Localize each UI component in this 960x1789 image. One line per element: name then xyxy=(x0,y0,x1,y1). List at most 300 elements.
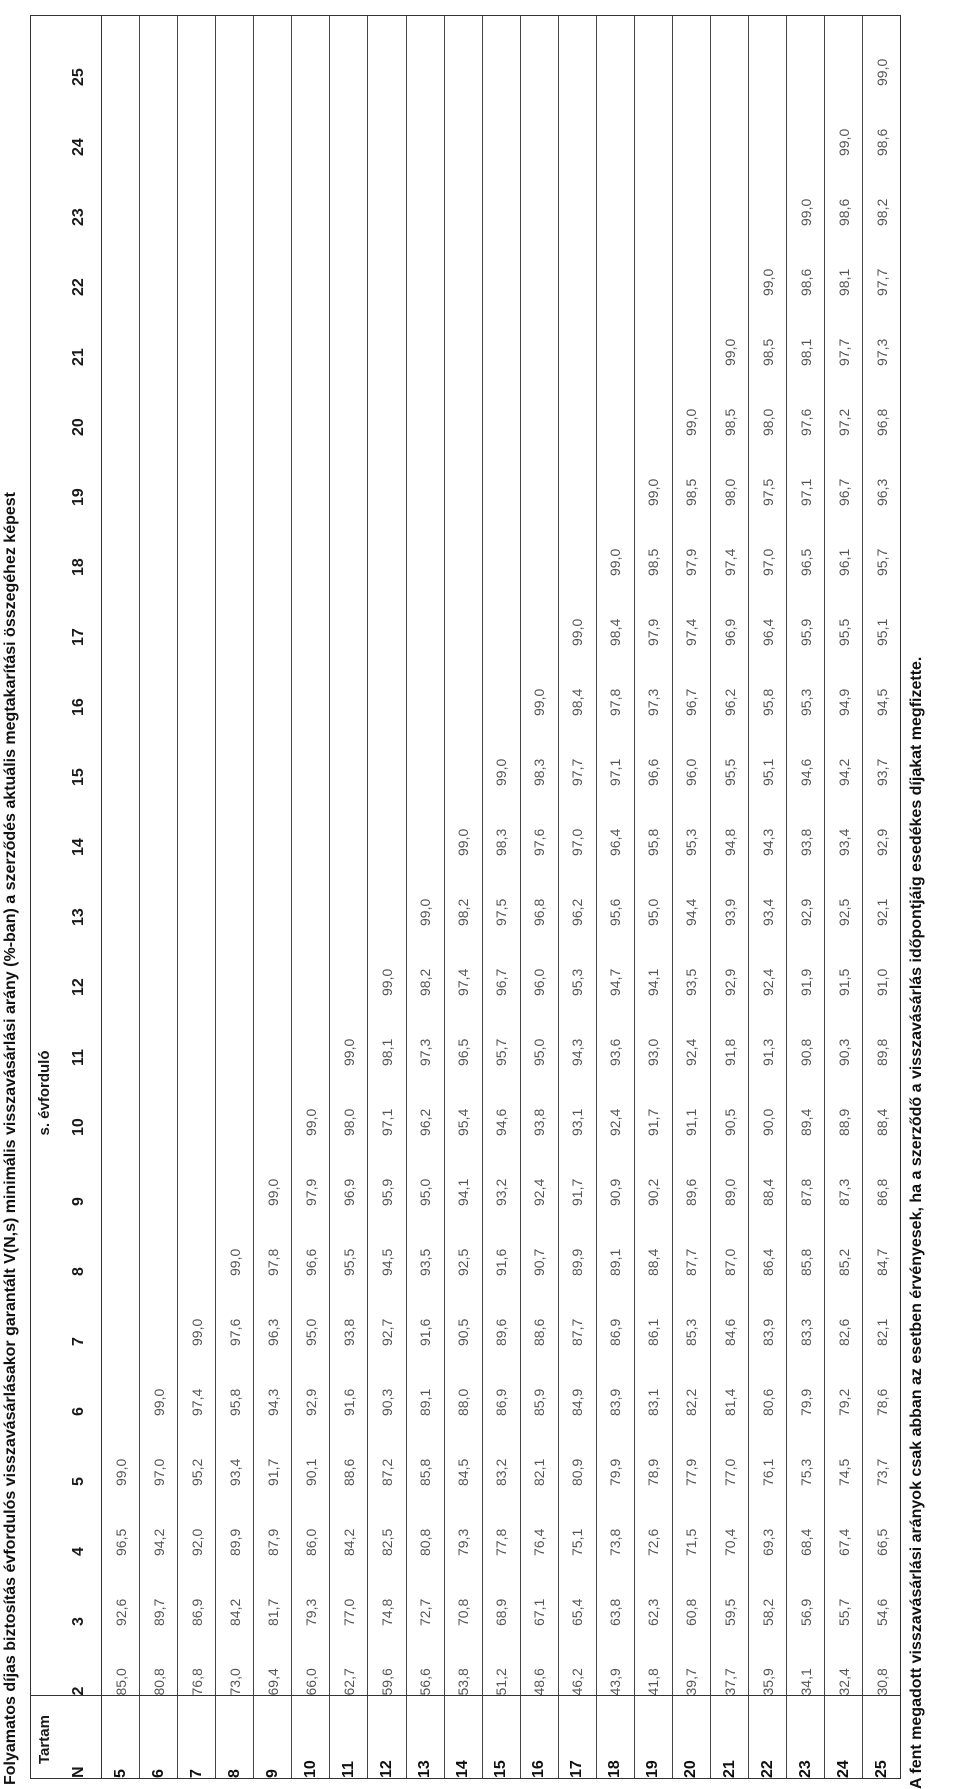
column-header: 19 xyxy=(57,436,102,506)
ratio-cell: 79,3 xyxy=(292,1556,330,1626)
ratio-cell xyxy=(558,226,596,296)
column-header: 5 xyxy=(57,1416,102,1486)
ratio-cell: 63,8 xyxy=(596,1556,634,1626)
ratio-cell: 58,2 xyxy=(749,1556,787,1626)
ratio-cell xyxy=(330,86,368,156)
ratio-cell xyxy=(482,156,520,226)
ratio-cell: 96,4 xyxy=(749,576,787,646)
ratio-cell: 73,8 xyxy=(596,1486,634,1556)
ratio-cell: 94,1 xyxy=(444,1136,482,1206)
ratio-cell: 75,1 xyxy=(558,1486,596,1556)
ratio-cell: 92,9 xyxy=(292,1346,330,1416)
ratio-cell: 99,0 xyxy=(140,1346,178,1416)
ratio-cell xyxy=(140,786,178,856)
row-tartam-cell: 15 xyxy=(482,1696,520,1778)
ratio-cell xyxy=(406,16,444,86)
row-tartam-cell: 13 xyxy=(406,1696,444,1778)
ratio-cell xyxy=(178,156,216,226)
ratio-cell: 90,0 xyxy=(749,1066,787,1136)
ratio-cell xyxy=(444,296,482,366)
ratio-cell: 99,0 xyxy=(863,16,900,86)
ratio-cell xyxy=(330,16,368,86)
ratio-cell: 77,0 xyxy=(711,1416,749,1486)
row-tartam-cell: 6 xyxy=(140,1696,178,1778)
ratio-cell: 79,9 xyxy=(787,1346,825,1416)
ratio-cell xyxy=(482,296,520,366)
ratio-cell: 93,7 xyxy=(863,716,900,786)
column-header: 6 xyxy=(57,1346,102,1416)
ratio-cell: 98,3 xyxy=(520,716,558,786)
column-header: 2 xyxy=(57,1626,102,1696)
ratio-cell xyxy=(102,226,140,296)
ratio-cell: 75,3 xyxy=(787,1416,825,1486)
ratio-cell xyxy=(368,506,406,576)
ratio-cell: 92,5 xyxy=(825,856,863,926)
ratio-cell: 81,7 xyxy=(254,1556,292,1626)
ratio-cell: 98,6 xyxy=(825,156,863,226)
ratio-cell: 82,1 xyxy=(863,1276,900,1346)
ratio-cell xyxy=(406,786,444,856)
table-container xyxy=(30,15,901,1779)
ratio-cell xyxy=(558,366,596,436)
ratio-cell: 80,8 xyxy=(406,1486,444,1556)
row-tartam-cell: 7 xyxy=(178,1696,216,1778)
ratio-cell xyxy=(216,366,254,436)
ratio-cell: 84,6 xyxy=(711,1276,749,1346)
ratio-cell xyxy=(102,576,140,646)
ratio-cell: 99,0 xyxy=(520,646,558,716)
ratio-cell: 92,0 xyxy=(178,1486,216,1556)
ratio-cell xyxy=(292,16,330,86)
ratio-cell: 51,2 xyxy=(482,1626,520,1696)
ratio-cell: 88,4 xyxy=(863,1066,900,1136)
ratio-cell xyxy=(140,646,178,716)
ratio-cell: 97,2 xyxy=(825,366,863,436)
ratio-cell: 85,3 xyxy=(672,1276,710,1346)
ratio-cell: 96,8 xyxy=(863,366,900,436)
ratio-cell xyxy=(672,86,710,156)
ratio-cell: 98,6 xyxy=(863,86,900,156)
ratio-cell xyxy=(444,16,482,86)
ratio-cell xyxy=(368,786,406,856)
ratio-cell xyxy=(330,296,368,366)
ratio-cell: 96,5 xyxy=(112,1528,129,1556)
ratio-cell: 74,5 xyxy=(825,1416,863,1486)
ratio-cell: 93,5 xyxy=(406,1206,444,1276)
ratio-cell xyxy=(178,926,216,996)
ratio-cell xyxy=(444,366,482,436)
ratio-cell: 46,2 xyxy=(558,1626,596,1696)
ratio-cell xyxy=(482,226,520,296)
ratio-cell: 91,6 xyxy=(330,1346,368,1416)
ratio-cell xyxy=(520,576,558,646)
ratio-cell: 70,4 xyxy=(711,1486,749,1556)
ratio-cell xyxy=(178,716,216,786)
ratio-cell: 91,7 xyxy=(558,1136,596,1206)
ratio-cell xyxy=(406,296,444,366)
ratio-cell xyxy=(482,506,520,576)
ratio-cell: 93,4 xyxy=(749,856,787,926)
ratio-cell: 88,6 xyxy=(520,1276,558,1346)
ratio-cell: 73,7 xyxy=(863,1416,900,1486)
ratio-cell: 96,9 xyxy=(330,1136,368,1206)
ratio-cell: 85,9 xyxy=(520,1346,558,1416)
ratio-cell xyxy=(140,926,178,996)
table-row xyxy=(558,16,596,1778)
ratio-cell: 92,6 xyxy=(112,1598,129,1626)
ratio-cell: 78,9 xyxy=(634,1416,672,1486)
ratio-cell xyxy=(178,506,216,576)
ratio-cell xyxy=(368,856,406,926)
ratio-cell: 97,9 xyxy=(292,1136,330,1206)
ratio-cell: 83,9 xyxy=(749,1276,787,1346)
ratio-cell: 91,9 xyxy=(787,926,825,996)
table-row xyxy=(216,16,254,1778)
ratio-cell xyxy=(711,156,749,226)
ratio-cell xyxy=(140,506,178,576)
ratio-cell xyxy=(216,646,254,716)
ratio-cell xyxy=(254,646,292,716)
ratio-cell: 87,7 xyxy=(558,1276,596,1346)
ratio-cell: 97,4 xyxy=(178,1346,216,1416)
ratio-cell: 60,8 xyxy=(672,1556,710,1626)
row-tartam-cell: 5 xyxy=(102,1696,140,1778)
ratio-cell: 90,5 xyxy=(711,1066,749,1136)
ratio-cell xyxy=(444,86,482,156)
ratio-cell: 96,2 xyxy=(558,856,596,926)
ratio-cell: 90,9 xyxy=(596,1136,634,1206)
ratio-cell xyxy=(711,16,749,86)
ratio-cell xyxy=(520,366,558,436)
ratio-cell: 96,4 xyxy=(596,786,634,856)
ratio-cell: 91,0 xyxy=(863,926,900,996)
column-header: 7 xyxy=(57,1276,102,1346)
ratio-cell: 56,9 xyxy=(787,1556,825,1626)
ratio-cell: 87,7 xyxy=(672,1206,710,1276)
ratio-cell: 99,0 xyxy=(216,1206,254,1276)
ratio-cell: 96,7 xyxy=(825,436,863,506)
ratio-cell xyxy=(558,506,596,576)
ratio-cell xyxy=(825,16,863,86)
ratio-cell: 87,0 xyxy=(711,1206,749,1276)
ratio-cell: 83,2 xyxy=(482,1416,520,1486)
ratio-cell: 67,4 xyxy=(825,1486,863,1556)
ratio-cell xyxy=(178,436,216,506)
column-header: 8 xyxy=(57,1206,102,1276)
ratio-cell xyxy=(178,1136,216,1206)
ratio-cell xyxy=(406,506,444,576)
table-row xyxy=(520,16,558,1778)
ratio-cell: 99,0 xyxy=(112,1458,129,1486)
column-header: 16 xyxy=(57,646,102,716)
ratio-cell: 90,1 xyxy=(292,1416,330,1486)
table-row xyxy=(102,16,140,1778)
ratio-cell xyxy=(634,16,672,86)
ratio-cell xyxy=(787,86,825,156)
ratio-cell: 98,1 xyxy=(368,996,406,1066)
ratio-cell xyxy=(368,226,406,296)
ratio-cell: 95,1 xyxy=(749,716,787,786)
ratio-cell: 80,9 xyxy=(558,1416,596,1486)
ratio-cell: 93,5 xyxy=(672,926,710,996)
ratio-cell xyxy=(216,996,254,1066)
column-header: 17 xyxy=(57,576,102,646)
row-tartam-cell: 19 xyxy=(634,1696,672,1778)
ratio-cell: 87,3 xyxy=(825,1136,863,1206)
ratio-cell: 92,1 xyxy=(863,856,900,926)
ratio-cell: 97,6 xyxy=(216,1276,254,1346)
ratio-cell xyxy=(596,86,634,156)
ratio-cell xyxy=(634,156,672,226)
ratio-cell xyxy=(482,366,520,436)
ratio-cell: 96,0 xyxy=(672,716,710,786)
ratio-cell: 97,3 xyxy=(634,646,672,716)
table-body xyxy=(102,16,901,1778)
ratio-cell: 93,4 xyxy=(216,1416,254,1486)
ratio-cell xyxy=(216,506,254,576)
ratio-cell: 65,4 xyxy=(558,1556,596,1626)
column-header: 14 xyxy=(57,786,102,856)
ratio-cell xyxy=(254,856,292,926)
ratio-cell: 97,7 xyxy=(825,296,863,366)
ratio-cell xyxy=(254,786,292,856)
ratio-cell xyxy=(178,86,216,156)
ratio-cell xyxy=(406,576,444,646)
ratio-cell: 59,5 xyxy=(711,1556,749,1626)
ratio-cell: 89,1 xyxy=(596,1206,634,1276)
ratio-cell: 96,1 xyxy=(825,506,863,576)
ratio-cell xyxy=(178,16,216,86)
ratio-cell xyxy=(102,296,140,366)
row-tartam-cell: 17 xyxy=(558,1696,596,1778)
header-tartam: Tartam xyxy=(31,1696,57,1778)
ratio-cell: 95,5 xyxy=(330,1206,368,1276)
ratio-cell xyxy=(140,436,178,506)
ratio-cell: 91,5 xyxy=(825,926,863,996)
ratio-cell: 86,0 xyxy=(292,1486,330,1556)
ratio-cell xyxy=(482,576,520,646)
ratio-cell xyxy=(596,436,634,506)
ratio-cell xyxy=(444,506,482,576)
ratio-cell: 80,8 xyxy=(140,1626,178,1696)
ratio-cell: 95,5 xyxy=(711,716,749,786)
ratio-cell xyxy=(292,786,330,856)
ratio-cell xyxy=(102,1206,140,1276)
ratio-cell xyxy=(102,1066,140,1136)
ratio-cell xyxy=(216,156,254,226)
ratio-cell xyxy=(178,226,216,296)
ratio-cell: 84,7 xyxy=(863,1206,900,1276)
ratio-cell: 98,2 xyxy=(863,156,900,226)
ratio-cell: 98,4 xyxy=(558,646,596,716)
ratio-cell: 87,8 xyxy=(787,1136,825,1206)
ratio-cell: 97,5 xyxy=(482,856,520,926)
table-row xyxy=(330,16,368,1778)
ratio-cell xyxy=(330,366,368,436)
ratio-cell: 86,9 xyxy=(482,1346,520,1416)
ratio-cell: 93,2 xyxy=(482,1136,520,1206)
ratio-cell xyxy=(368,576,406,646)
ratio-cell xyxy=(292,506,330,576)
ratio-cell: 98,2 xyxy=(406,926,444,996)
ratio-cell xyxy=(178,646,216,716)
ratio-cell xyxy=(520,86,558,156)
ratio-cell: 68,4 xyxy=(787,1486,825,1556)
ratio-cell: 92,4 xyxy=(520,1136,558,1206)
ratio-cell xyxy=(292,296,330,366)
ratio-cell: 95,3 xyxy=(672,786,710,856)
ratio-cell: 95,4 xyxy=(444,1066,482,1136)
ratio-cell: 37,7 xyxy=(711,1626,749,1696)
ratio-cell: 93,6 xyxy=(596,996,634,1066)
table-row xyxy=(406,16,444,1778)
row-tartam-cell: 16 xyxy=(520,1696,558,1778)
table-row xyxy=(825,16,863,1778)
ratio-cell: 94,3 xyxy=(558,996,596,1066)
ratio-cell: 91,1 xyxy=(672,1066,710,1136)
ratio-cell xyxy=(178,296,216,366)
ratio-cell xyxy=(596,16,634,86)
ratio-cell: 97,9 xyxy=(634,576,672,646)
ratio-cell: 59,6 xyxy=(368,1626,406,1696)
ratio-cell xyxy=(330,856,368,926)
ratio-cell: 94,3 xyxy=(254,1346,292,1416)
column-header: 9 xyxy=(57,1136,102,1206)
ratio-cell: 95,5 xyxy=(825,576,863,646)
ratio-cell: 82,6 xyxy=(825,1276,863,1346)
ratio-cell: 99,0 xyxy=(406,856,444,926)
ratio-cell: 92,9 xyxy=(711,926,749,996)
ratio-cell: 95,8 xyxy=(634,786,672,856)
ratio-cell: 85,8 xyxy=(787,1206,825,1276)
ratio-cell: 93,4 xyxy=(825,786,863,856)
ratio-cell xyxy=(406,86,444,156)
ratio-cell: 97,0 xyxy=(749,506,787,576)
ratio-cell: 93,8 xyxy=(520,1066,558,1136)
ratio-cell xyxy=(482,436,520,506)
ratio-cell: 86,9 xyxy=(178,1556,216,1626)
ratio-cell xyxy=(292,86,330,156)
ratio-cell: 90,3 xyxy=(825,996,863,1066)
ratio-cell: 91,8 xyxy=(711,996,749,1066)
ratio-cell xyxy=(368,156,406,226)
ratio-cell xyxy=(520,16,558,86)
ratio-cell: 97,6 xyxy=(787,366,825,436)
ratio-cell xyxy=(216,1066,254,1136)
ratio-cell: 93,9 xyxy=(711,856,749,926)
table-row xyxy=(634,16,672,1778)
ratio-cell xyxy=(330,926,368,996)
table-row xyxy=(787,16,825,1778)
ratio-cell: 66,0 xyxy=(292,1626,330,1696)
ratio-cell xyxy=(520,156,558,226)
ratio-cell xyxy=(216,856,254,926)
column-header: 22 xyxy=(57,226,102,296)
ratio-cell xyxy=(292,576,330,646)
ratio-cell: 71,5 xyxy=(672,1486,710,1556)
ratio-cell: 91,6 xyxy=(482,1206,520,1276)
table-row xyxy=(368,16,406,1778)
ratio-cell: 89,6 xyxy=(482,1276,520,1346)
row-tartam-cell: 22 xyxy=(749,1696,787,1778)
ratio-cell xyxy=(216,436,254,506)
ratio-cell: 94,3 xyxy=(749,786,787,856)
ratio-cell: 85,0 xyxy=(112,1668,129,1696)
ratio-cell xyxy=(558,156,596,226)
ratio-cell: 89,0 xyxy=(711,1136,749,1206)
table-row xyxy=(749,16,787,1778)
ratio-cell: 94,5 xyxy=(368,1206,406,1276)
ratio-cell: 89,7 xyxy=(140,1556,178,1626)
ratio-cell xyxy=(596,156,634,226)
ratio-cell xyxy=(406,716,444,786)
ratio-cell xyxy=(368,296,406,366)
ratio-cell: 83,3 xyxy=(787,1276,825,1346)
ratio-cell: 97,1 xyxy=(787,436,825,506)
ratio-cell: 95,0 xyxy=(292,1276,330,1346)
ratio-cell xyxy=(216,926,254,996)
ratio-cell xyxy=(140,366,178,436)
row-tartam-cell: 9 xyxy=(254,1696,292,1778)
ratio-cell: 95,1 xyxy=(863,576,900,646)
header-evfordulo: s. évforduló xyxy=(35,1050,53,1136)
ratio-cell: 79,9 xyxy=(596,1416,634,1486)
ratio-cell: 89,4 xyxy=(787,1066,825,1136)
ratio-cell: 94,2 xyxy=(825,716,863,786)
ratio-cell: 53,8 xyxy=(444,1626,482,1696)
ratio-cell: 48,6 xyxy=(520,1626,558,1696)
ratio-cell: 91,3 xyxy=(749,996,787,1066)
ratio-cell: 97,8 xyxy=(254,1206,292,1276)
ratio-cell: 74,8 xyxy=(368,1556,406,1626)
ratio-cell: 84,9 xyxy=(558,1346,596,1416)
ratio-cell: 96,6 xyxy=(292,1206,330,1276)
ratio-cell xyxy=(254,506,292,576)
ratio-cell: 77,9 xyxy=(672,1416,710,1486)
ratio-cell: 88,4 xyxy=(634,1206,672,1276)
ratio-cell: 98,0 xyxy=(711,436,749,506)
ratio-cell: 98,5 xyxy=(711,366,749,436)
ratio-cell: 96,3 xyxy=(863,436,900,506)
ratio-cell xyxy=(558,296,596,366)
ratio-cell xyxy=(292,226,330,296)
ratio-cell: 91,6 xyxy=(406,1276,444,1346)
ratio-cell: 89,9 xyxy=(216,1486,254,1556)
ratio-cell: 92,4 xyxy=(672,996,710,1066)
ratio-cell xyxy=(254,366,292,436)
ratio-cell: 97,3 xyxy=(863,296,900,366)
ratio-cell: 55,7 xyxy=(825,1556,863,1626)
ratio-cell xyxy=(216,86,254,156)
ratio-cell xyxy=(216,16,254,86)
ratio-cell xyxy=(178,786,216,856)
ratio-cell: 98,0 xyxy=(330,1066,368,1136)
ratio-cell xyxy=(178,1066,216,1136)
ratio-cell xyxy=(711,86,749,156)
ratio-cell: 97,7 xyxy=(863,226,900,296)
ratio-cell: 92,4 xyxy=(749,926,787,996)
ratio-cell: 98,1 xyxy=(825,226,863,296)
ratio-cell: 95,6 xyxy=(596,856,634,926)
ratio-cell xyxy=(292,156,330,226)
ratio-cell xyxy=(406,226,444,296)
table-row xyxy=(596,16,634,1778)
column-header: 15 xyxy=(57,716,102,786)
ratio-cell: 92,9 xyxy=(787,856,825,926)
ratio-cell: 90,7 xyxy=(520,1206,558,1276)
ratio-cell xyxy=(330,716,368,786)
ratio-cell xyxy=(140,576,178,646)
